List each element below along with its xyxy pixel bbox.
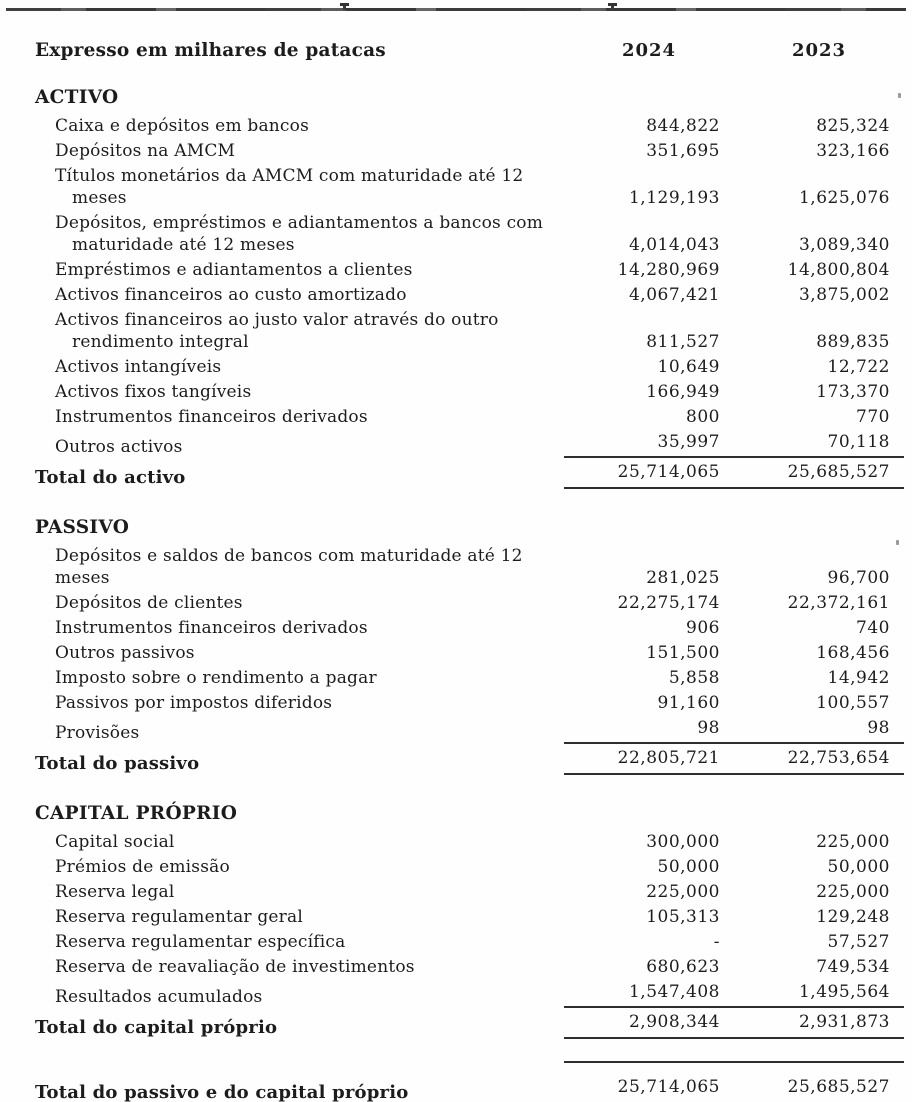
row-label-text: Activos intangíveis <box>55 357 222 377</box>
row-label-text: Títulos monetários da AMCM com maturidade até 12 <box>55 166 524 186</box>
row-label <box>35 545 564 589</box>
value-2023: 57,527 <box>827 932 890 952</box>
value-2024: - <box>713 932 720 952</box>
row-label-text: Depósitos e saldos de bancos com maturidade até 12 meses <box>55 546 523 588</box>
table-row <box>35 617 904 639</box>
value-2024: 680,623 <box>646 957 720 977</box>
value-2023: 1,625,076 <box>798 188 890 208</box>
section-capital-pr-prio <box>35 803 904 1039</box>
row-label-text: Imposto sobre o rendimento a pagar <box>55 668 377 688</box>
table-row <box>35 831 904 853</box>
value-2023: 100,557 <box>816 693 890 713</box>
grand-total-values <box>564 1076 904 1102</box>
table-row <box>35 406 904 428</box>
row-label-text: Total do activo <box>35 467 186 488</box>
value-2023: 22,372,161 <box>787 593 890 613</box>
scan-speck <box>896 540 899 545</box>
row-values <box>564 617 904 639</box>
value-2024: 811,527 <box>646 332 720 352</box>
row-label <box>35 931 564 953</box>
total-row <box>35 1011 904 1039</box>
table-row <box>35 381 904 403</box>
scan-speck <box>898 93 901 98</box>
row-label <box>35 592 564 614</box>
column-header-2024: 2024 <box>621 40 677 61</box>
row-label-text: Reserva legal <box>55 882 175 902</box>
table-row <box>35 309 904 353</box>
value-2023: 50,000 <box>827 857 890 877</box>
row-values <box>564 381 904 403</box>
row-values <box>564 1011 904 1039</box>
table-row <box>35 667 904 689</box>
value-2023: 2,931,873 <box>798 1012 890 1032</box>
grand-total-block <box>35 1061 904 1102</box>
grand-total-top-rule <box>564 1061 904 1063</box>
row-label <box>35 722 564 744</box>
section-passivo <box>35 517 904 775</box>
row-values <box>564 331 904 353</box>
table-row <box>35 881 904 903</box>
row-label <box>35 309 564 353</box>
row-values <box>564 981 904 1008</box>
value-2024: 5,858 <box>668 668 720 688</box>
row-values <box>564 956 904 978</box>
row-label-text: Reserva regulamentar geral <box>55 907 303 927</box>
table-row <box>35 115 904 137</box>
row-values <box>564 831 904 853</box>
table-row <box>35 956 904 978</box>
value-2024: 2,908,344 <box>628 1012 720 1032</box>
table-row <box>35 906 904 928</box>
row-label-text: Total do passivo <box>35 753 200 774</box>
row-label-text: Reserva de reavaliação de investimentos <box>55 957 415 977</box>
total-row-label <box>35 467 564 489</box>
total-row-label <box>35 753 564 775</box>
row-values <box>564 881 904 903</box>
row-label-text: Outros passivos <box>55 643 195 663</box>
grand-total-label: Total do passivo e do capital próprio <box>35 1082 409 1102</box>
value-2023: 12,722 <box>827 357 890 377</box>
value-2024: 10,649 <box>657 357 720 377</box>
row-label-text: Reserva regulamentar específica <box>55 932 346 952</box>
row-values <box>564 717 904 744</box>
value-2024: 25,714,065 <box>617 462 720 482</box>
row-label <box>35 831 564 853</box>
row-label <box>35 856 564 878</box>
section-title: PASSIVO <box>35 517 130 538</box>
row-label-text: Depósitos de clientes <box>55 593 243 613</box>
row-label-text: Activos financeiros ao custo amortizado <box>55 285 407 305</box>
value-2023: 770 <box>856 407 890 427</box>
value-2023: 740 <box>856 618 890 638</box>
row-values <box>564 592 904 614</box>
table-row <box>35 642 904 664</box>
sections <box>35 87 904 1039</box>
value-2023: 225,000 <box>816 832 890 852</box>
row-label <box>35 406 564 428</box>
row-label <box>35 881 564 903</box>
row-label-text: Depósitos na AMCM <box>55 141 236 161</box>
value-2023: 3,089,340 <box>798 235 890 255</box>
value-2024: 225,000 <box>646 882 720 902</box>
value-2024: 351,695 <box>646 141 720 161</box>
total-row <box>35 747 904 775</box>
value-2024: 800 <box>686 407 720 427</box>
row-values <box>564 431 904 458</box>
scan-artifact-tick <box>608 3 617 6</box>
value-2023: 749,534 <box>816 957 890 977</box>
row-label <box>35 115 564 137</box>
row-label-text: Capital social <box>55 832 175 852</box>
value-2023: 168,456 <box>816 643 890 663</box>
table-row <box>35 592 904 614</box>
value-2024: 22,805,721 <box>617 748 720 768</box>
row-values <box>564 115 904 137</box>
statement-content <box>0 40 912 1102</box>
value-2023: 1,495,564 <box>798 982 890 1002</box>
value-2023: 70,118 <box>827 432 890 452</box>
row-values <box>564 461 904 489</box>
scan-artifact-line <box>6 8 906 11</box>
value-2024: 14,280,969 <box>617 260 720 280</box>
row-label-text: Provisões <box>55 723 140 743</box>
value-2024: 50,000 <box>657 857 720 877</box>
row-label <box>35 642 564 664</box>
row-values <box>564 234 904 256</box>
row-label <box>35 667 564 689</box>
table-row <box>35 692 904 714</box>
row-label-text: Activos fixos tangíveis <box>55 382 252 402</box>
row-values <box>564 931 904 953</box>
value-2023: 14,942 <box>827 668 890 688</box>
row-values <box>564 140 904 162</box>
grand-total-value-2023: 25,685,527 <box>787 1077 890 1097</box>
section-title: CAPITAL PRÓPRIO <box>35 803 238 824</box>
value-2024: 4,014,043 <box>628 235 720 255</box>
row-label-line2: meses <box>72 188 127 208</box>
row-label-text: Instrumentos financeiros derivados <box>55 618 368 638</box>
value-2023: 22,753,654 <box>787 748 890 768</box>
value-2023: 25,685,527 <box>787 462 890 482</box>
value-2024: 844,822 <box>646 116 720 136</box>
row-label-text: Total do capital próprio <box>35 1017 278 1038</box>
table-header-row <box>35 40 904 61</box>
row-label-text: Resultados acumulados <box>55 987 263 1007</box>
row-label-line2: maturidade até 12 meses <box>72 235 295 255</box>
table-row <box>35 981 904 1008</box>
value-2024: 300,000 <box>646 832 720 852</box>
value-2024: 151,500 <box>646 643 720 663</box>
value-2023: 225,000 <box>816 882 890 902</box>
total-row-label <box>35 1017 564 1039</box>
row-label-text: Outros activos <box>55 437 183 457</box>
row-label <box>35 381 564 403</box>
row-values <box>564 567 904 589</box>
value-2024: 105,313 <box>646 907 720 927</box>
row-values <box>564 187 904 209</box>
row-label <box>35 906 564 928</box>
row-label-text: Prémios de emissão <box>55 857 230 877</box>
table-row <box>35 931 904 953</box>
row-label <box>35 356 564 378</box>
row-label <box>35 212 564 256</box>
value-2024: 166,949 <box>646 382 720 402</box>
row-label-line2: rendimento integral <box>72 332 249 352</box>
row-values <box>564 259 904 281</box>
row-values <box>564 284 904 306</box>
row-label <box>35 284 564 306</box>
row-label <box>35 956 564 978</box>
value-2024: 1,547,408 <box>628 982 720 1002</box>
grand-total-row <box>35 1076 904 1102</box>
row-label <box>35 436 564 458</box>
value-2023: 98 <box>867 718 890 738</box>
table-row <box>35 165 904 209</box>
value-2023: 323,166 <box>816 141 890 161</box>
table-row <box>35 140 904 162</box>
column-header-2023: 2023 <box>791 40 847 61</box>
row-label <box>35 140 564 162</box>
value-2024: 35,997 <box>657 432 720 452</box>
year-column-headers <box>564 40 904 61</box>
value-2023: 173,370 <box>816 382 890 402</box>
table-row <box>35 259 904 281</box>
row-values <box>564 642 904 664</box>
row-label-text: Caixa e depósitos em bancos <box>55 116 310 136</box>
row-label-text: Passivos por impostos diferidos <box>55 693 333 713</box>
value-2023: 825,324 <box>816 116 890 136</box>
value-2024: 281,025 <box>646 568 720 588</box>
table-row <box>35 212 904 256</box>
row-values <box>564 356 904 378</box>
table-row <box>35 545 904 589</box>
value-2024: 22,275,174 <box>617 593 720 613</box>
value-2024: 1,129,193 <box>628 188 720 208</box>
row-label <box>35 986 564 1008</box>
value-2024: 906 <box>686 618 720 638</box>
row-label <box>35 692 564 714</box>
row-label <box>35 617 564 639</box>
section-activo <box>35 87 904 489</box>
row-values <box>564 406 904 428</box>
row-values <box>564 747 904 775</box>
row-values <box>564 856 904 878</box>
value-2024: 4,067,421 <box>628 285 720 305</box>
value-2023: 129,248 <box>816 907 890 927</box>
scan-artifact-tick <box>340 3 349 6</box>
grand-total-value-2024: 25,714,065 <box>617 1077 720 1097</box>
currency-note: Expresso em milhares de patacas <box>35 40 386 61</box>
row-label <box>35 259 564 281</box>
value-2023: 889,835 <box>816 332 890 352</box>
row-label-text: Depósitos, empréstimos e adiantamentos a bancos com <box>55 213 544 233</box>
row-label-text: Activos financeiros ao justo valor através do outro <box>55 310 499 330</box>
table-row <box>35 284 904 306</box>
value-2024: 98 <box>697 718 720 738</box>
table-row <box>35 856 904 878</box>
row-values <box>564 667 904 689</box>
value-2023: 96,700 <box>827 568 890 588</box>
value-2023: 14,800,804 <box>787 260 890 280</box>
row-label-text: Instrumentos financeiros derivados <box>55 407 368 427</box>
row-values <box>564 906 904 928</box>
value-2023: 3,875,002 <box>798 285 890 305</box>
table-row <box>35 717 904 744</box>
table-row <box>35 356 904 378</box>
row-values <box>564 692 904 714</box>
section-title: ACTIVO <box>35 87 119 108</box>
value-2024: 91,160 <box>657 693 720 713</box>
total-row <box>35 461 904 489</box>
row-label-text: Empréstimos e adiantamentos a clientes <box>55 260 413 280</box>
row-label <box>35 165 564 209</box>
table-row <box>35 431 904 458</box>
